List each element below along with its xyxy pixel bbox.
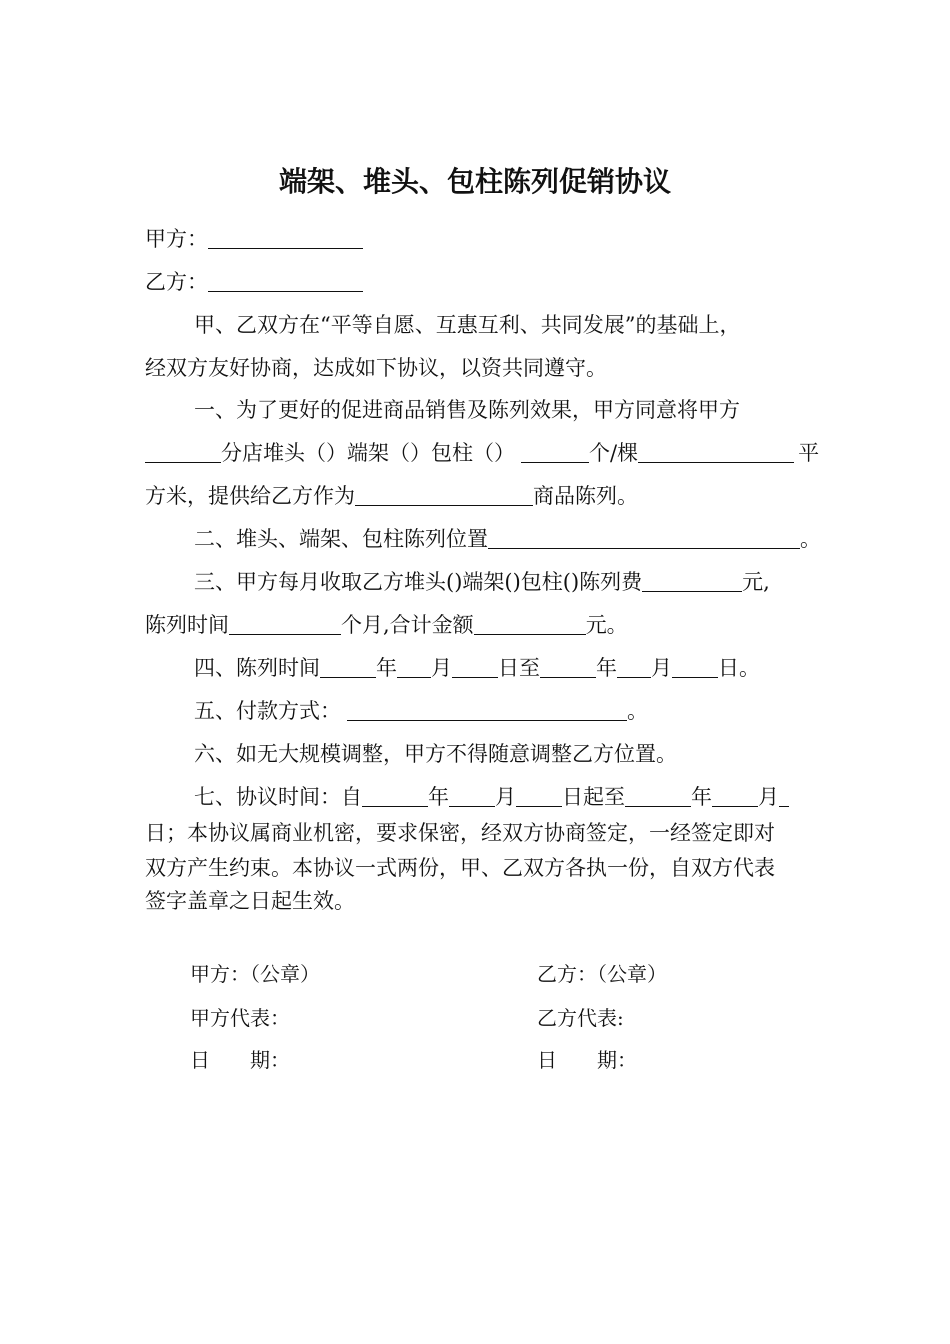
party-b-line <box>145 267 363 297</box>
party-a-seal: 甲方：（公章） <box>190 962 320 986</box>
clause3-text-e: 元。 <box>585 613 628 637</box>
duration-blank[interactable] <box>229 612 341 635</box>
day-to-label: 日至 <box>498 656 540 680</box>
intro-line-2: 经双方友好协商，达成如下协议，以资共同遵守。 <box>145 356 607 380</box>
party-a-blank[interactable] <box>208 226 363 249</box>
party-a-representative: 甲方代表： <box>190 1006 290 1030</box>
position-blank[interactable] <box>488 526 800 549</box>
party-b-date: 日 期： <box>537 1048 637 1072</box>
clause1-line-3 <box>145 481 638 511</box>
clause4-line <box>194 653 760 683</box>
clause7-line-3: 双方产生约束。本协议一式两份，甲、乙双方各执一份，自双方代表 <box>145 856 775 880</box>
clause2-end: 。 <box>800 527 821 551</box>
area-blank[interactable] <box>638 440 794 463</box>
clause1-line-1: 一、为了更好的促进商品销售及陈列效果，甲方同意将甲方 <box>194 398 740 422</box>
day-end-label: 日。 <box>718 656 760 680</box>
month-label: 月 <box>651 656 672 680</box>
clause1-text-a: 分店堆头（）端架（）包柱（） <box>221 441 515 465</box>
clause7-line-4: 签字盖章之日起生效。 <box>145 889 355 913</box>
day-from-label: 日起至 <box>562 785 625 809</box>
clause1-text-d: 方米，提供给乙方作为 <box>145 484 355 508</box>
month-label: 月 <box>495 785 516 809</box>
clause5-text: 五、付款方式： <box>194 699 341 723</box>
agreement-start-month-blank[interactable] <box>449 784 495 807</box>
count-blank[interactable] <box>521 440 589 463</box>
clause3-text-a: 三、甲方每月收取乙方堆头()端架()包柱()陈列费 <box>194 570 643 594</box>
year-label: 年 <box>596 656 617 680</box>
clause2-line <box>194 524 821 554</box>
agreement-end-year-blank[interactable] <box>625 784 691 807</box>
document-title: 端架、堆头、包柱陈列促销协议 <box>278 165 671 198</box>
payment-method-blank[interactable] <box>347 698 627 721</box>
party-b-seal: 乙方：（公章） <box>537 962 667 986</box>
clause3-text-d: 个月,合计金额 <box>341 613 474 637</box>
end-year-blank[interactable] <box>540 655 596 678</box>
intro-line-1: 甲、乙双方在“平等自愿、互惠互利、共同发展”的基础上， <box>194 313 741 337</box>
clause3-line-2 <box>145 610 628 640</box>
clause6-line: 六、如无大规模调整，甲方不得随意调整乙方位置。 <box>194 742 677 766</box>
clause7-line-1 <box>194 782 789 812</box>
monthly-fee-blank[interactable] <box>642 569 742 592</box>
party-a-label: 甲方： <box>145 227 208 251</box>
total-amount-blank[interactable] <box>474 612 586 635</box>
clause1-text-e: 商品陈列。 <box>533 484 638 508</box>
party-a-date: 日 期： <box>190 1048 290 1072</box>
party-b-representative: 乙方代表: <box>537 1006 624 1030</box>
year-label: 年 <box>691 785 712 809</box>
agreement-start-day-blank[interactable] <box>516 784 562 807</box>
end-day-blank[interactable] <box>672 655 718 678</box>
agreement-end-day-blank[interactable] <box>779 784 789 807</box>
clause3-text-c: 陈列时间 <box>145 613 229 637</box>
year-label: 年 <box>376 656 397 680</box>
agreement-end-month-blank[interactable] <box>712 784 758 807</box>
clause1-text-b: 个/棵 <box>589 441 639 465</box>
party-a-line <box>145 224 363 254</box>
year-label: 年 <box>428 785 449 809</box>
clause5-end: 。 <box>627 699 648 723</box>
party-b-label: 乙方： <box>145 270 208 294</box>
product-blank[interactable] <box>355 483 533 506</box>
end-month-blank[interactable] <box>617 655 651 678</box>
clause4-text: 四、陈列时间 <box>194 656 320 680</box>
clause7-text: 七、协议时间：自 <box>194 785 362 809</box>
clause5-line <box>194 696 648 726</box>
clause3-line-1 <box>194 567 770 597</box>
store-blank[interactable] <box>145 440 221 463</box>
start-month-blank[interactable] <box>397 655 431 678</box>
clause2-text: 二、堆头、端架、包柱陈列位置 <box>194 527 488 551</box>
agreement-start-year-blank[interactable] <box>362 784 428 807</box>
clause1-text-c: 平 <box>798 441 820 465</box>
start-day-blank[interactable] <box>452 655 498 678</box>
clause1-line-2 <box>145 438 819 468</box>
month-label: 月 <box>758 785 779 809</box>
clause3-text-b: 元, <box>742 570 770 594</box>
month-label: 月 <box>431 656 452 680</box>
clause7-line-2: 日；本协议属商业机密，要求保密，经双方协商签定，一经签定即对 <box>145 821 775 845</box>
start-year-blank[interactable] <box>320 655 376 678</box>
party-b-blank[interactable] <box>208 269 363 292</box>
